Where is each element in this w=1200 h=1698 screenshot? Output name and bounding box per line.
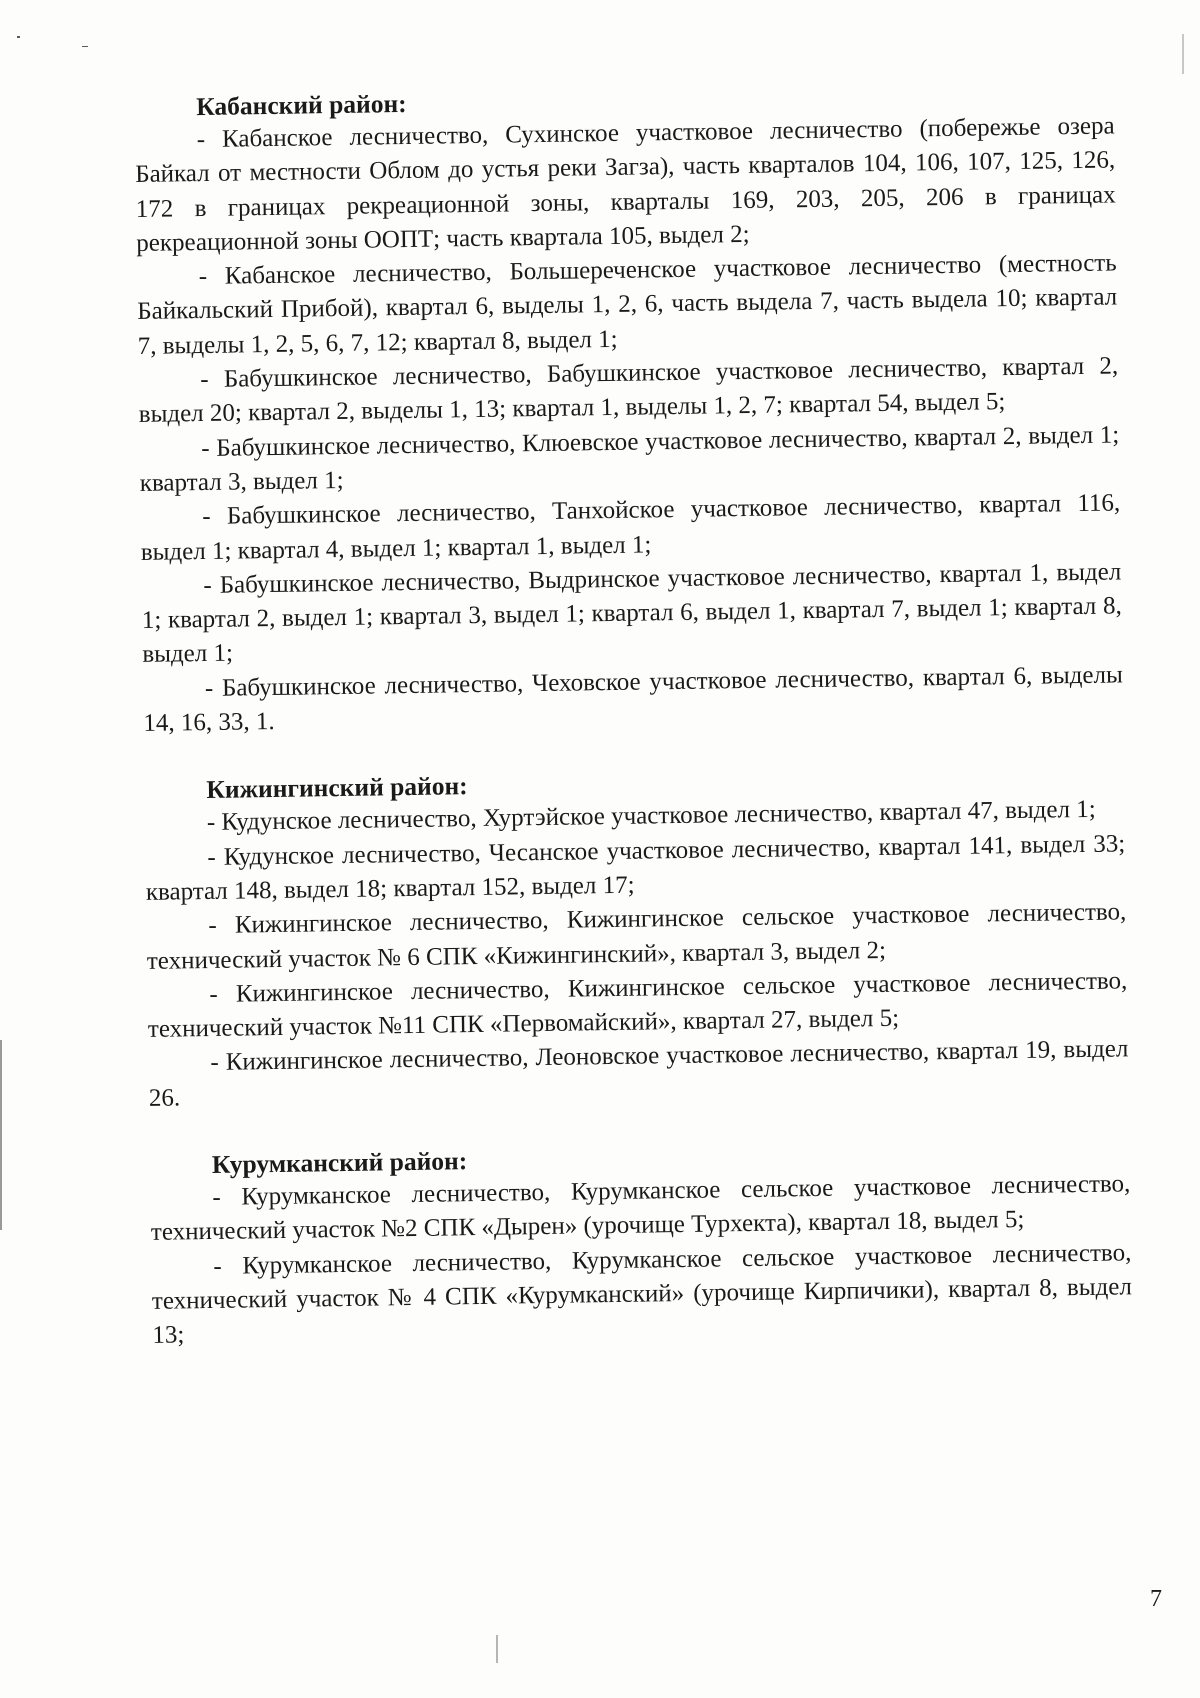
list-item: - Бабушкинское лесничество, Чеховское участковое лесничество, квартал 6, выделы 14, 16, 33, 1. <box>143 661 1123 737</box>
section-heading: Кабанский район: <box>196 88 407 122</box>
scan-speck <box>496 1635 498 1663</box>
list-item: - Курумканское лесничество, Курумканское сельское участковое лесничество, технический участок № 4 СПК «Курумканский» (урочище Кирпичики), квартал 8, выдел 13; <box>151 1238 1133 1350</box>
list-item: - Бабушкинское лесничество, Танхойское участковое лесничество, квартал 116, выдел 1; квартал 4, выдел 1; квартал 1, выдел 1; <box>140 489 1121 566</box>
scan-speck <box>82 46 88 47</box>
scan-speck <box>17 36 20 38</box>
list-item: - Кижингинское лесничество, Леоновское участковое лесничество, квартал 19, выдел 26. <box>148 1035 1129 1112</box>
section-kurumkansky <box>150 1135 1133 1353</box>
document-body <box>134 77 1133 1387</box>
list-item: - Кабанское лесничество, Большереченское участковое лесничество (местность Байкальский Прибой), квартал 6, выделы 1, 2, 6, часть выдела 7, часть выдела 10; квартал 7, выделы 1, 2, 5, 6, 7, 12; квартал 8, выдел 1; <box>137 249 1118 360</box>
list-item: - Курумканское лесничество, Курумканское сельское участковое лесничество, технический участок №2 СПК «Дырен» (урочище Турхекта), квартал 18, выдел 5; <box>150 1170 1131 1247</box>
scan-edge-line <box>1182 34 1184 74</box>
list-item: - Бабушкинское лесничество, Бабушкинское участковое лесничество, квартал 2, выдел 20; квартал 2, выделы 1, 13; квартал 1, выделы 1, 2, 7; квартал 54, выдел 5; <box>138 352 1119 429</box>
list-item: - Бабушкинское лесничество, Выдринское участковое лесничество, квартал 1, выдел 1; квартал 2, выдел 1; квартал 3, выдел 1; квартал 6, выдел 1, квартал 7, выдел 1; квартал 8, выдел 1; <box>141 558 1122 669</box>
section-kizhinginsky <box>144 761 1129 1116</box>
list-item: - Кабанское лесничество, Сухинское участковое лесничество (побережье озера Байкал от местности Облом до устья реки Загза), часть кварталов 104, 106, 107, 125, 126, 172 в границах рекреационной зоны, кварталы 169, 203, 205, 206 в границах рекреационной зоны ООПТ; часть квартала 105, выдел 2; <box>135 112 1116 257</box>
list-item: - Кудунское лесничество, Хуртэйское участковое лесничество, квартал 47, выдел 1; <box>206 796 1096 837</box>
list-item: - Кудунское лесничество, Чесанское участковое лесничество, квартал 141, выдел 33; квартал 148, выдел 18; квартал 152, выдел 17; <box>145 830 1126 906</box>
section-heading: Кижингинский район: <box>206 771 468 805</box>
scan-edge-line <box>0 1040 2 1230</box>
section-heading: Курумканский район: <box>211 1146 468 1179</box>
list-item: - Бабушкинское лесничество, Клюевское участковое лесничество, квартал 2, выдел 1; квартал 3, выдел 1; <box>139 421 1120 497</box>
list-item: - Кижингинское лесничество, Кижингинское сельское участковое лесничество, технический участок №11 СПК «Первомайский», квартал 27, выдел 5; <box>147 967 1128 1044</box>
page-number: 7 <box>1150 1586 1162 1612</box>
list-item: - Кижингинское лесничество, Кижингинское сельское участковое лесничество, технический участок № 6 СПК «Кижингинский», квартал 3, выдел 2; <box>146 898 1127 975</box>
section-kabansky <box>134 77 1124 741</box>
